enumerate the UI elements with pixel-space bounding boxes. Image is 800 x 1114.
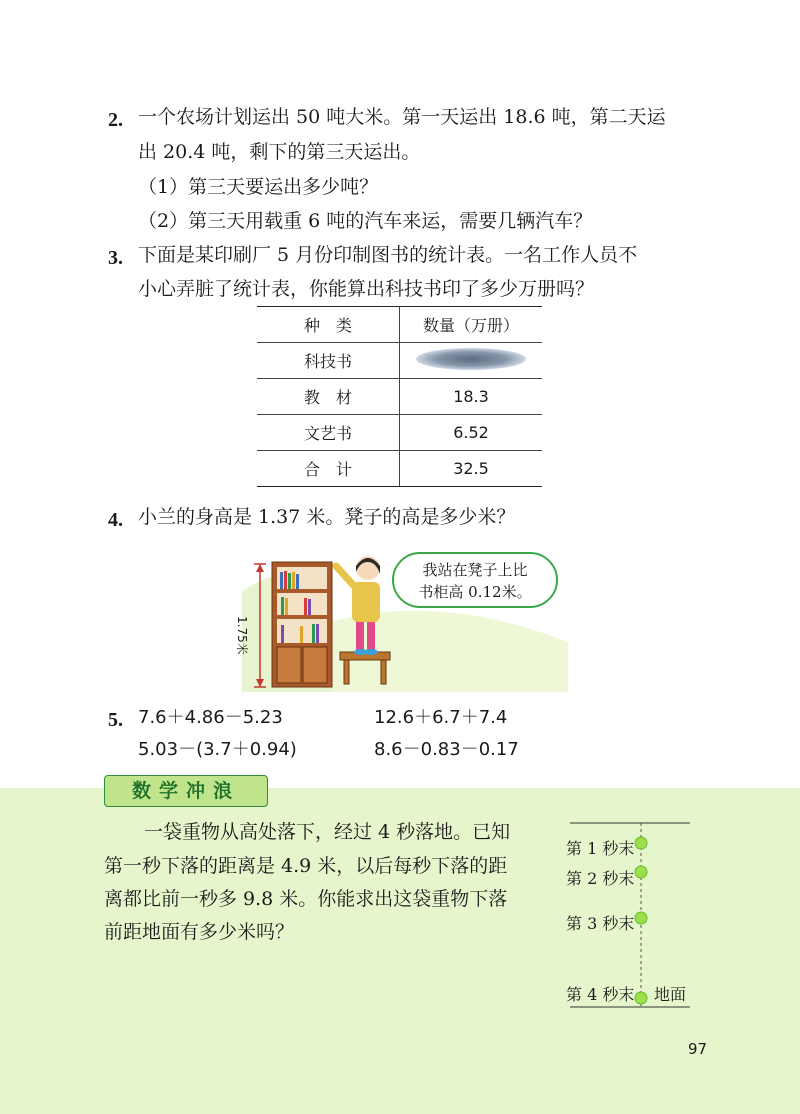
problem-4-line-1: 小兰的身高是 1.37 米。凳子的高是多少米？ bbox=[138, 506, 516, 528]
table-header-quantity: 数量（万册） bbox=[400, 307, 543, 343]
table-row bbox=[257, 343, 542, 379]
problem-4-number: 4. bbox=[108, 509, 123, 531]
position-dot bbox=[635, 866, 647, 878]
ink-smudge bbox=[416, 348, 526, 370]
challenge-line-3: 离都比前一秒多 9.8 米。你能求出这袋重物下落 bbox=[104, 888, 508, 910]
problem-2-line-2: 出 20.4 吨，剩下的第三天运出。 bbox=[138, 141, 421, 163]
second-2-label: 第 2 秒末 bbox=[566, 869, 635, 888]
problem-2-line-1: 一个农场计划运出 50 吨大米。第一天运出 18.6 吨，第二天运 bbox=[138, 106, 666, 128]
problem-3-line-2: 小心弄脏了统计表，你能算出科技书印了多少万册吗？ bbox=[138, 278, 595, 300]
table-cell-kind: 科技书 bbox=[257, 343, 400, 379]
ground-label: 地面 bbox=[654, 985, 687, 1004]
problem-3-line-1: 下面是某印刷厂 5 月份印制图书的统计表。一名工作人员不 bbox=[138, 244, 638, 266]
problem-2-number: 2. bbox=[108, 109, 123, 131]
expression-1: 7.6＋4.86－5.23 bbox=[138, 707, 283, 728]
table-row bbox=[257, 451, 542, 487]
table-cell-kind: 合 计 bbox=[257, 451, 400, 487]
position-dot bbox=[635, 992, 647, 1004]
challenge-line-2: 第一秒下落的距离是 4.9 米，以后每秒下落的距 bbox=[104, 855, 508, 877]
statistics-table bbox=[257, 306, 542, 487]
expression-3: 5.03－(3.7＋0.94) bbox=[138, 739, 297, 760]
challenge-line-1: 一袋重物从高处落下，经过 4 秒落地。已知 bbox=[144, 821, 511, 843]
bubble-line-1: 我站在凳子上比 bbox=[422, 561, 528, 579]
position-dot bbox=[635, 837, 647, 849]
table-cell-quantity: 6.52 bbox=[400, 415, 543, 451]
second-4-label: 第 4 秒末 bbox=[566, 985, 635, 1004]
problem-2-question-1: （1）第三天要运出多少吨？ bbox=[138, 176, 379, 198]
ruler-height-label: 1.75米 bbox=[235, 616, 249, 655]
speech-bubble bbox=[392, 552, 558, 608]
page-number: 97 bbox=[688, 1040, 708, 1058]
expression-2: 12.6＋6.7＋7.4 bbox=[374, 707, 508, 728]
table-row bbox=[257, 415, 542, 451]
table-row bbox=[257, 379, 542, 415]
challenge-line-4: 前距地面有多少米吗？ bbox=[104, 921, 295, 943]
table-cell-quantity: 32.5 bbox=[400, 451, 543, 487]
second-1-label: 第 1 秒末 bbox=[566, 839, 635, 858]
problem-3-number: 3. bbox=[108, 247, 123, 269]
position-dot bbox=[635, 912, 647, 924]
table-cell-quantity-smudged bbox=[400, 343, 543, 379]
table-cell-quantity: 18.3 bbox=[400, 379, 543, 415]
challenge-tag: 数学冲浪 bbox=[104, 775, 268, 807]
bubble-line-2: 书柜高 0.12米。 bbox=[418, 583, 532, 601]
table-header-kind: 种 类 bbox=[257, 307, 400, 343]
problem-2-question-2: （2）第三天用载重 6 吨的汽车来运，需要几辆汽车？ bbox=[138, 210, 593, 232]
table-header-row bbox=[257, 307, 542, 343]
table-cell-kind: 教 材 bbox=[257, 379, 400, 415]
second-3-label: 第 3 秒末 bbox=[566, 914, 635, 933]
table-cell-kind: 文艺书 bbox=[257, 415, 400, 451]
problem-5-number: 5. bbox=[108, 709, 123, 731]
expression-4: 8.6－0.83－0.17 bbox=[374, 739, 519, 760]
